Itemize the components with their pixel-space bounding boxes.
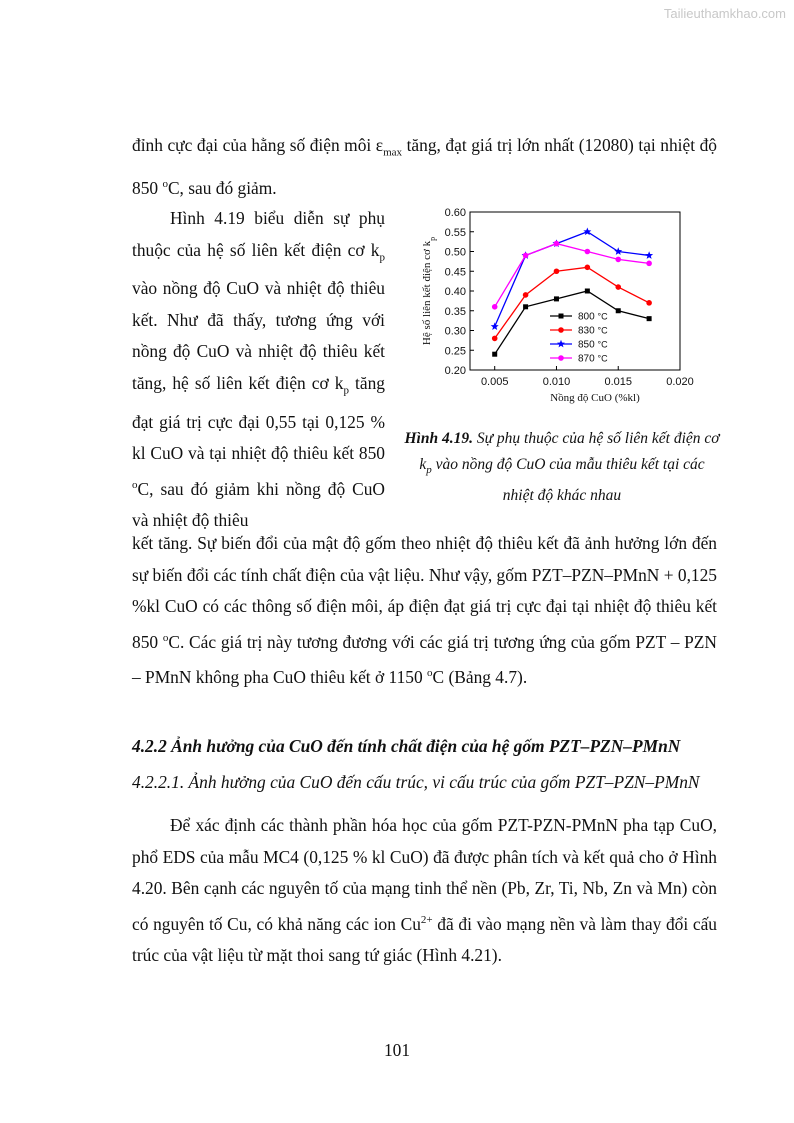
data-point-830 xyxy=(646,300,652,306)
y-tick-label: 0.25 xyxy=(444,345,466,358)
paragraph-continuation xyxy=(132,528,717,693)
y-tick-label: 0.60 xyxy=(444,207,466,219)
paragraph-intro xyxy=(132,130,717,204)
legend-label: 800 °C xyxy=(578,311,608,323)
legend-marker xyxy=(558,327,564,333)
text-run: tăng đạt giá trị cực đại 0,55 tại 0,125 % kl CuO và tại nhiệt độ thiêu kết 850 xyxy=(132,372,385,464)
data-point-870 xyxy=(554,241,560,247)
subscript: p xyxy=(343,384,349,397)
data-point-800 xyxy=(647,316,652,321)
text-run: C. Các giá trị này tương đương với các giá trị tương ứng của gốm PZT – PZN – PMnN không pha CuO thiêu kết ở 1150 xyxy=(132,631,717,687)
text-run: tăng, đạt giá trị lớn nhất (12080) tại nhiệt độ 850 xyxy=(132,135,717,198)
x-axis-label: Nồng độ CuO (%kl) xyxy=(550,392,640,404)
x-tick-label: 0.015 xyxy=(604,376,633,388)
data-point-830 xyxy=(523,292,529,298)
superscript: o xyxy=(162,631,169,644)
data-point-800 xyxy=(523,304,528,309)
text-run: vào nồng độ CuO của mẫu thiêu kết tại các nhiệt độ khác nhau xyxy=(431,456,705,505)
data-point-830 xyxy=(554,268,560,274)
series-line-830 xyxy=(495,267,649,338)
y-tick-label: 0.45 xyxy=(444,266,466,279)
text-run: C, sau đó giảm. xyxy=(167,177,277,198)
text-run: Để xác định các thành phần hóa học của gốm PZT-PZN-PMnN pha tạp CuO, phổ EDS của mẫu MC4 (0,125 % kl CuO) đã được phân tích và kết quả cho ở Hình 4.20. Bên cạnh các nguyên tố của mạng tinh thể nền (Pb, Zr, Ti, Nb, Zn và Mn) còn có nguyên tố Cu, có khả năng các ion Cu xyxy=(132,815,717,934)
x-tick-label: 0.020 xyxy=(666,376,694,388)
y-tick-label: 0.20 xyxy=(444,365,466,377)
superscript: o xyxy=(162,177,168,190)
subscript: max xyxy=(383,146,403,159)
watermark: Tailieuthamkhao.com xyxy=(663,6,786,21)
paragraph-eds xyxy=(132,810,717,971)
text-run: đã đi vào mạng nền và làm thay đổi cấu trúc của vật liệu từ mặt thoi sang tứ giác (Hình 4.21). xyxy=(132,913,718,965)
y-tick-label: 0.40 xyxy=(444,286,466,298)
y-tick-label: 0.30 xyxy=(444,325,466,338)
y-tick-label: 0.55 xyxy=(444,226,466,239)
data-point-800 xyxy=(554,296,559,301)
text-run: C (Bảng 4.7). xyxy=(432,666,528,687)
subsection-heading: 4.2.2.1. Ảnh hưởng của CuO đến cấu trúc, vi cấu trúc của gốm PZT–PZN–PMnN xyxy=(132,772,700,792)
text-run: Hình 4.19 biểu diễn sự phụ thuộc của hệ số liên kết điện cơ k xyxy=(132,208,385,260)
data-point-830 xyxy=(585,265,591,271)
text-run: kết tăng. Sự biến đổi của mật độ gốm theo nhiệt độ thiêu kết đã ảnh hưởng lớn đến sự biến đổi các tính chất điện của vật liệu. Như vậy, gốm PZT–PZN–PMnN + 0,125 %kl CuO có các thông số điện môi, áp điện đạt giá trị cực đại tại nhiệt độ thiêu kết 850 xyxy=(132,533,717,652)
series-line-800 xyxy=(495,291,649,354)
legend-unit: °C xyxy=(597,311,608,322)
legend-label: 870 °C xyxy=(578,353,608,365)
data-point-870 xyxy=(646,261,652,267)
data-point-830 xyxy=(492,336,498,342)
y-axis-label: Hệ số liên kết điện cơ $k_p$ xyxy=(421,236,437,346)
text-run: đỉnh cực đại của hằng số điện môi ε xyxy=(132,135,384,155)
data-point-800 xyxy=(616,308,621,313)
y-tick-label: 0.35 xyxy=(444,305,466,318)
data-point-800 xyxy=(585,289,590,294)
x-tick-label: 0.005 xyxy=(480,376,509,388)
legend-unit: °C xyxy=(597,339,608,350)
figure-caption xyxy=(402,426,722,509)
legend-marker xyxy=(557,340,565,348)
data-point-850 xyxy=(614,247,622,255)
data-point-870 xyxy=(615,257,621,263)
legend-unit: °C xyxy=(597,353,608,364)
text-run: Sự phụ thuộc của hệ số liên kết điện cơ k xyxy=(419,430,720,473)
data-point-800 xyxy=(492,352,497,357)
legend-label: 850 °C xyxy=(578,339,608,351)
section-heading: 4.2.2 Ảnh hưởng của CuO đến tính chất điện của hệ gốm PZT–PZN–PMnN xyxy=(132,736,681,756)
legend-unit: °C xyxy=(597,325,608,336)
y-tick-label: 0.50 xyxy=(444,246,466,259)
data-point-870 xyxy=(492,304,498,310)
text-run: vào nồng độ CuO và nhiệt độ thiêu kết. Như đã thấy, tương ứng với nồng độ CuO và nhiệt độ thiêu kết tăng, hệ số liên kết điện cơ k xyxy=(132,278,385,393)
data-point-870 xyxy=(523,253,529,259)
superscript: 2+ xyxy=(420,913,433,926)
paragraph-figure-description xyxy=(132,203,385,537)
subscript: p xyxy=(426,464,432,477)
caption-label: Hình 4.19. xyxy=(404,430,473,447)
plot-frame xyxy=(470,212,680,370)
legend-marker xyxy=(559,314,564,319)
superscript: o xyxy=(132,478,138,491)
page-number: 101 xyxy=(383,1040,411,1060)
superscript: o xyxy=(427,666,433,679)
legend-marker xyxy=(558,355,564,361)
y-axis-label-sub: p xyxy=(427,236,437,241)
data-point-850 xyxy=(645,251,653,259)
kp-chart xyxy=(410,200,720,410)
text-run: C, sau đó giảm khi nồng độ CuO và nhiệt độ thiêu xyxy=(132,478,385,531)
data-point-870 xyxy=(585,249,591,255)
x-tick-label: 0.010 xyxy=(542,376,571,388)
legend-label: 830 °C xyxy=(578,325,608,337)
data-point-850 xyxy=(491,322,499,330)
data-point-830 xyxy=(615,284,621,290)
subscript: p xyxy=(379,250,385,263)
